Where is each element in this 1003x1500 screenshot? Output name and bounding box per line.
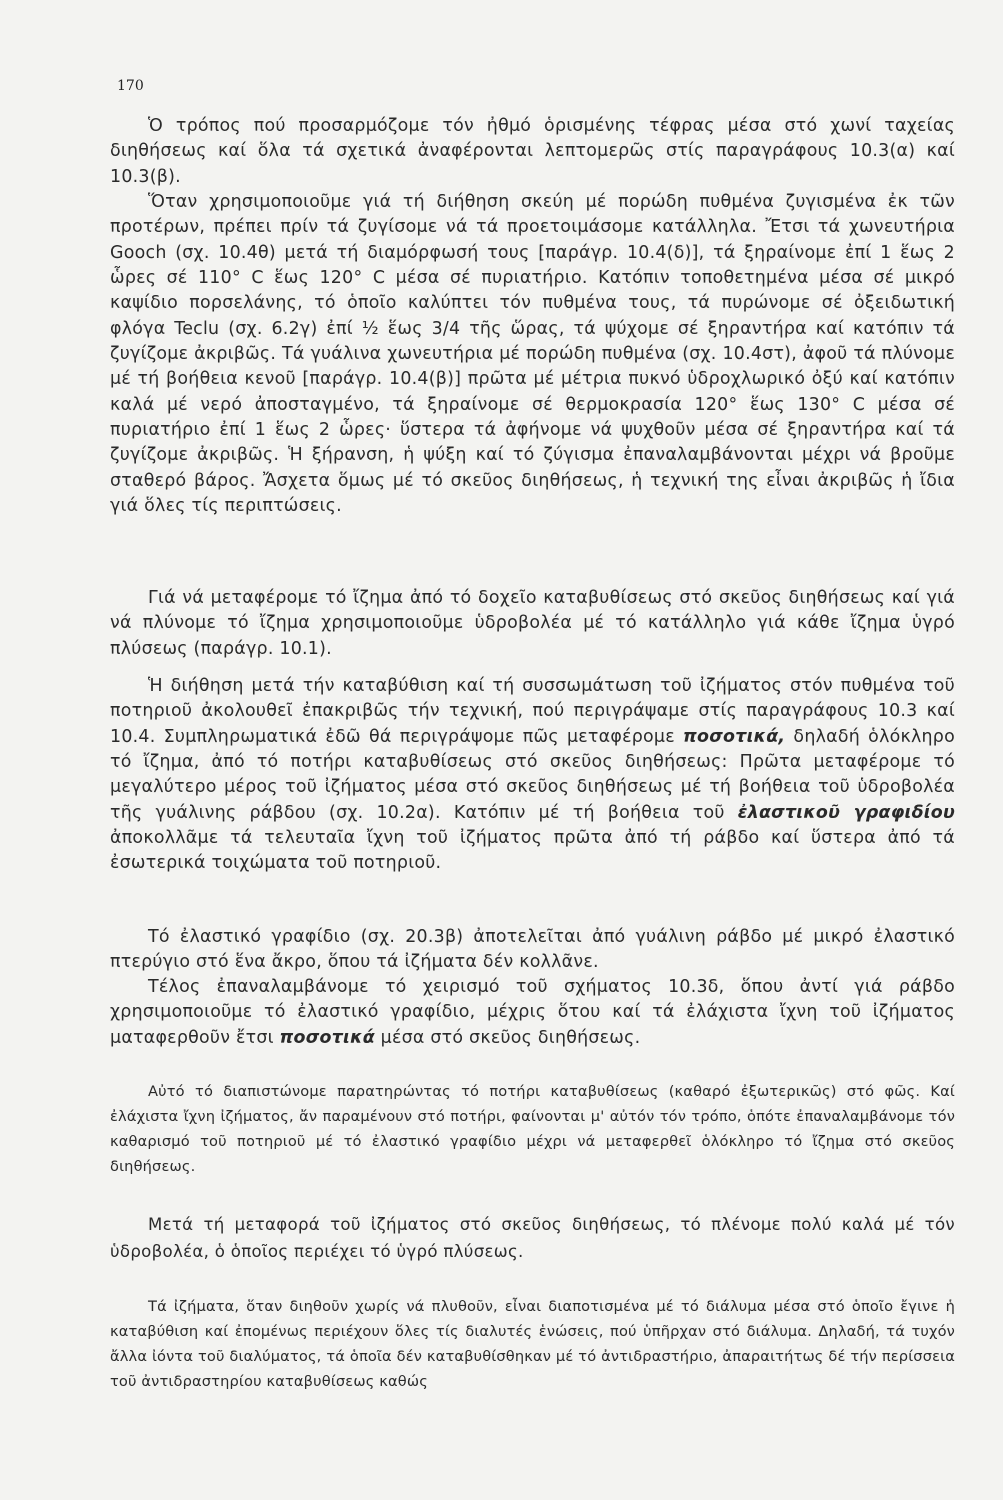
paragraph-5: Τό ἐλαστικό γραφίδιο (σχ. 20.3β) ἀποτελεῖται ἀπό γυάλινη ράβδο μέ μικρό ἐλαστικό πτερύγιο στό ἕνα ἄκρο, ὅπου τά ἰζήματα δέν κολλᾶνε. — [110, 927, 955, 973]
emphasis-elastikou-grafidiou: ἐλαστικοῦ γραφιδίου — [737, 802, 955, 823]
emphasis-posotika: ποσοτικά, — [683, 726, 786, 747]
paragraph-3: Γιά νά μεταφέρομε τό ἴζημα ἀπό τό δοχεῖο καταβυθίσεως στό σκεῦος διηθήσεως καί γιά νά πλύνομε τό ἴζημα χρησιμοποιοῦμε ὑδροβολέα μέ τό κατάλληλο γιά κάθε ἴζημα ὑγρό πλύσεως (παράγρ. 10.1). — [110, 588, 955, 659]
small-print-note: Αὐτό τό διαπιστώνομε παρατηρώντας τό ποτήρι καταβυθίσεως (καθαρό ἐξωτερικῶς) στό φῶς. Καί ἐλάχιστα ἴχνη ἰζήματος, ἄν παραμένουν στό ποτήρι, φαίνονται μ' αὐτόν τόν τρόπο, ὁπότε ἐπαναλαμβάνομε τόν καθαρισμό τοῦ ποτηριοῦ μέ τό ἐλαστικό γραφίδιο μέχρι νά μεταφερθεῖ ὁλόκληρο τό ἴζημα στό σκεῦος διηθήσεως. — [110, 1083, 955, 1175]
paragraph-4 — [110, 674, 955, 877]
paragraph-6-text-a: Τέλος ἐπαναλαμβάνομε τό χειρισμό τοῦ σχήματος 10.3δ, ὅπου ἀντί γιά ράβδο χρησιμοποιοῦμε τό ἐλαστικό γραφίδιο, μέχρις ὅτου καί τά ἐλάχιστα ἴχνη τοῦ ἰζήματος ματαφερθοῦν ἔτσι — [110, 977, 955, 1048]
page-number: 170 — [117, 78, 144, 94]
emphasis-posotika-2: ποσοτικά — [279, 1027, 375, 1048]
paragraph-1: Ὁ τρόπος πού προσαρμόζομε τόν ἠθμό ὁρισμένης τέφρας μέσα στό χωνί ταχείας διηθήσεως καί ὅλα τά σχετικά ἀναφέρονται λεπτομερῶς στίς παραγράφους 10.3(α) καί 10.3(β). — [110, 116, 955, 187]
paragraph-8: Τά ἰζήματα, ὅταν διηθοῦν χωρίς νά πλυθοῦν, εἶναι διαποτισμένα μέ τό διάλυμα μέσα στό ὁποῖο ἔγινε ἡ καταβύθιση καί ἐπομένως περιέχουν ὅλες τίς διαλυτές ἑνώσεις, πού ὑπῆρχαν στό διάλυμα. Δηλαδή, τά τυχόν ἄλλα ἰόντα τοῦ διαλύματος, τά ὁποῖα δέν καταβυθίσθηκαν μέ τό ἀντιδραστήριο, ἀπαραιτήτως δέ τήν περίσσεια τοῦ ἀντιδραστηρίου καταβυθίσεως καθώς — [110, 1298, 955, 1390]
paragraph-2: Ὅταν χρησιμοποιοῦμε γιά τή διήθηση σκεύη μέ πορώδη πυθμένα ζυγισμένα ἐκ τῶν προτέρων, πρέπει πρίν τά ζυγίσομε νά τά προετοιμάσομε κατάλληλα. Ἔτσι τά χωνευτήρια Gooch (σχ. 10.4θ) μετά τή διαμόρφωσή τους [παράγρ. 10.4(δ)], τά ξηραίνομε ἐπί 1 ἕως 2 ὧρες σέ 110° C ἕως 120° C μέσα σέ πυριατήριο. Κατόπιν τοποθετημένα μέσα σέ μικρό καψίδιο πορσελάνης, τό ὁποῖο καλύπτει τόν πυθμένα τους, τά πυρώνομε σέ ὀξειδωτική φλόγα Teclu (σχ. 6.2γ) ἐπί ½ ἕως 3/4 τῆς ὥρας, τά ψύχομε σέ ξηραντήρα καί κατόπιν τά ζυγίζομε ἀκριβῶς. Τά γυάλινα χωνευτήρια μέ πορώδη πυθμένα (σχ. 10.4στ), ἀφοῦ τά πλύνομε μέ τή βοήθεια κενοῦ [παράγρ. 10.4(β)] πρῶτα μέ μέτρια πυκνό ὑδροχλωρικό ὀξύ καί κατόπιν καλά μέ νερό ἀποσταγμένο, τά ξηραίνομε σέ θερμοκρασία 120° ἕως 130° C μέσα σέ πυριατήριο ἐπί 1 ἕως 2 ὧρες· ὕστερα τά ἀφήνομε νά ψυχθοῦν μέσα σέ ξηραντήρα καί τά ζυγίζομε ἀκριβῶς. Ἡ ξήρανση, ἡ ψύξη καί τό ζύγισμα ἐπαναλαμβάνονται μέχρι νά βροῦμε σταθερό βάρος. Ἄσχετα ὅμως μέ τό σκεῦος διηθήσεως, ἡ τεχνική της εἶναι ἀκριβῶς ἡ ἴδια γιά ὅλες τίς περιπτώσεις. — [110, 192, 955, 517]
paragraph-6 — [110, 975, 955, 1051]
paragraph-6-text-b: μέσα στό σκεῦος διηθήσεως. — [374, 1027, 641, 1048]
paragraph-4-text-a: Ἡ διήθηση μετά τήν καταβύθιση καί τή συσσωμάτωση τοῦ ἰζήματος στόν πυθμένα τοῦ ποτηριοῦ ἀκολουθεῖ ἐπακριβῶς τήν τεχνική, πού περιγράψαμε στίς παραγράφους 10.3 καί 10.4. Συμπληρωματικά ἐδῶ θά περιγράψομε πῶς μεταφέρομε — [110, 676, 955, 747]
paragraph-7: Μετά τή μεταφορά τοῦ ἰζήματος στό σκεῦος διηθήσεως, τό πλένομε πολύ καλά μέ τόν ὑδροβολέα, ὁ ὁποῖος περιέχει τό ὑγρό πλύσεως. — [110, 1215, 955, 1261]
paragraph-4-text-c: ἀποκολλᾶμε τά τελευταῖα ἴχνη τοῦ ἰζήματος πρῶτα ἀπό τή ράβδο καί ὕστερα ἀπό τά ἐσωτερικά τοιχώματα τοῦ ποτηριοῦ. — [110, 828, 955, 874]
paragraph-4-text-b: δηλαδή ὁλόκληρο τό ἴζημα, ἀπό τό ποτήρι καταβυθίσεως στό σκεῦος διηθήσεως: Πρῶτα μεταφέρομε τό μεγαλύτερο μέρος τοῦ ἰζήματος μέσα στό σκεῦος διηθήσεως μέ τή βοήθεια τοῦ ὑδροβολέα τῆς γυάλινης ράβδου (σχ. 10.2α). Κατόπιν μέ τή βοήθεια τοῦ — [110, 726, 955, 823]
